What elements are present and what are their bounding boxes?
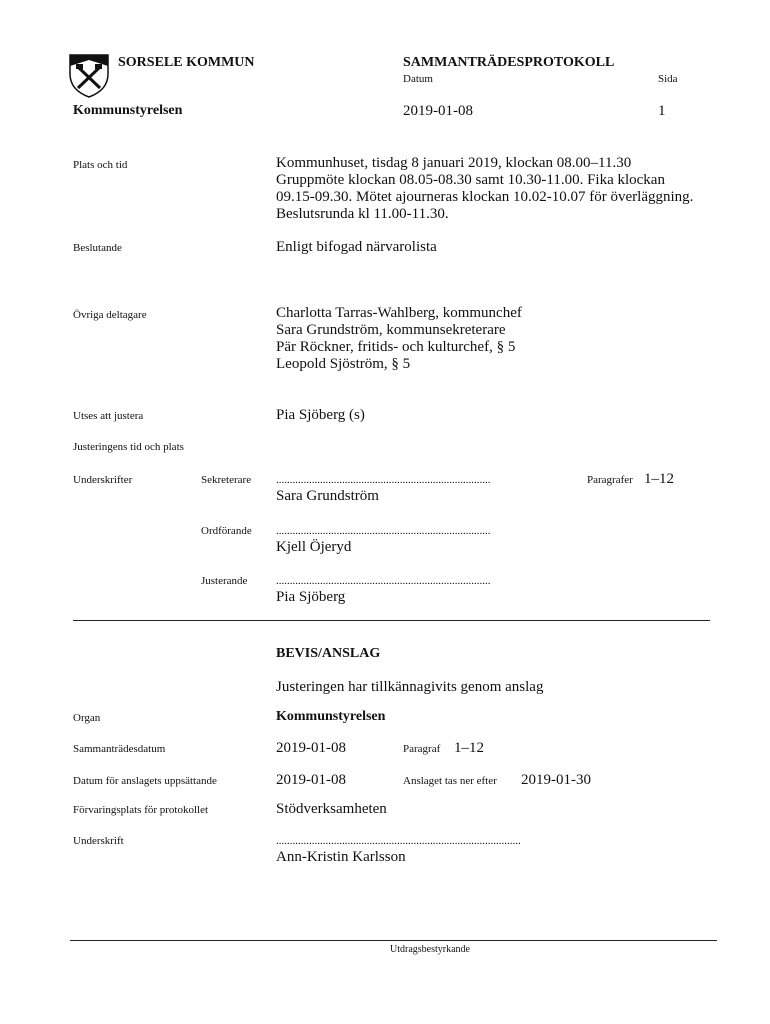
meeting-date-label: Sammanträdesdatum bbox=[73, 743, 166, 755]
adjuster-label: Utses att justera bbox=[73, 410, 144, 422]
page-label: Sida bbox=[658, 73, 678, 85]
others-label: Övriga deltagare bbox=[73, 309, 147, 321]
place-line: 09.15-09.30. Mötet ajourneras klockan 10.02-10.07 för överläggning. bbox=[276, 189, 694, 205]
signature-line: .............................................................................. bbox=[276, 525, 491, 537]
organ-label: Organ bbox=[73, 712, 101, 724]
sorsele-coat-of-arms-icon bbox=[68, 52, 110, 98]
deciding-text: Enligt bifogad närvarolista bbox=[276, 239, 437, 255]
storage-label: Förvaringsplats för protokollet bbox=[73, 804, 209, 816]
deciding-label: Beslutande bbox=[73, 242, 122, 254]
divider bbox=[73, 620, 710, 621]
paragraphs-label: Paragrafer bbox=[587, 474, 633, 486]
place-line: Gruppmöte klockan 08.05-08.30 samt 10.30-11.00. Fika klockan bbox=[276, 172, 665, 188]
secretary-role: Sekreterare bbox=[201, 474, 252, 486]
adjust-time-label: Justeringens tid och plats bbox=[73, 441, 184, 453]
paragraph-value: 1–12 bbox=[454, 740, 484, 756]
posted-date: 2019-01-08 bbox=[276, 772, 346, 788]
secretary-name: Sara Grundström bbox=[276, 488, 379, 504]
notice-text: Justeringen har tillkännagivits genom anslag bbox=[276, 679, 544, 695]
removed-label: Anslaget tas ner efter bbox=[403, 775, 497, 787]
adjuster-name: Pia Sjöberg (s) bbox=[276, 407, 365, 423]
footer-text: Utdragsbestyrkande bbox=[390, 944, 470, 955]
place-line: Kommunhuset, tisdag 8 januari 2019, klockan 08.00–11.30 bbox=[276, 155, 632, 171]
participant: Leopold Sjöström, § 5 bbox=[276, 356, 411, 372]
footer-divider bbox=[70, 940, 717, 941]
paragraph-label: Paragraf bbox=[403, 743, 441, 755]
adjuster-signature-name: Pia Sjöberg bbox=[276, 589, 346, 605]
removed-date: 2019-01-30 bbox=[521, 772, 591, 788]
chair-name: Kjell Öjeryd bbox=[276, 539, 352, 555]
signature-label: Underskrift bbox=[73, 835, 124, 847]
place-text bbox=[276, 155, 693, 223]
place-line: Beslutsrunda kl 11.00-11.30. bbox=[276, 206, 449, 222]
others-list bbox=[276, 305, 522, 373]
signature-line: .............................................................................. bbox=[276, 575, 491, 587]
participant: Sara Grundström, kommunsekreterare bbox=[276, 322, 506, 338]
participant: Pär Röckner, fritids- och kulturchef, § 5 bbox=[276, 339, 516, 355]
body-name: Kommunstyrelsen bbox=[73, 103, 183, 118]
place-label: Plats och tid bbox=[73, 159, 128, 171]
notice-title: BEVIS/ANSLAG bbox=[276, 646, 381, 661]
document-type: SAMMANTRÄDESPROTOKOLL bbox=[403, 55, 615, 70]
date-label: Datum bbox=[403, 73, 433, 85]
chair-role: Ordförande bbox=[201, 525, 252, 537]
meeting-date: 2019-01-08 bbox=[403, 103, 473, 119]
adjuster-role: Justerande bbox=[201, 575, 248, 587]
municipality-name: SORSELE KOMMUN bbox=[118, 55, 255, 70]
organ-value: Kommunstyrelsen bbox=[276, 709, 386, 724]
posted-label: Datum för anslagets uppsättande bbox=[73, 775, 217, 787]
paragraphs-value: 1–12 bbox=[644, 471, 674, 487]
signature-line: .............................................................................. bbox=[276, 474, 491, 486]
meeting-date-value: 2019-01-08 bbox=[276, 740, 346, 756]
page-number: 1 bbox=[658, 103, 666, 119]
signatures-label: Underskrifter bbox=[73, 474, 133, 486]
signature-line: ......................................................................................... bbox=[276, 835, 521, 847]
signer-name: Ann-Kristin Karlsson bbox=[276, 849, 406, 865]
participant: Charlotta Tarras-Wahlberg, kommunchef bbox=[276, 305, 522, 321]
storage-value: Stödverksamheten bbox=[276, 801, 387, 817]
